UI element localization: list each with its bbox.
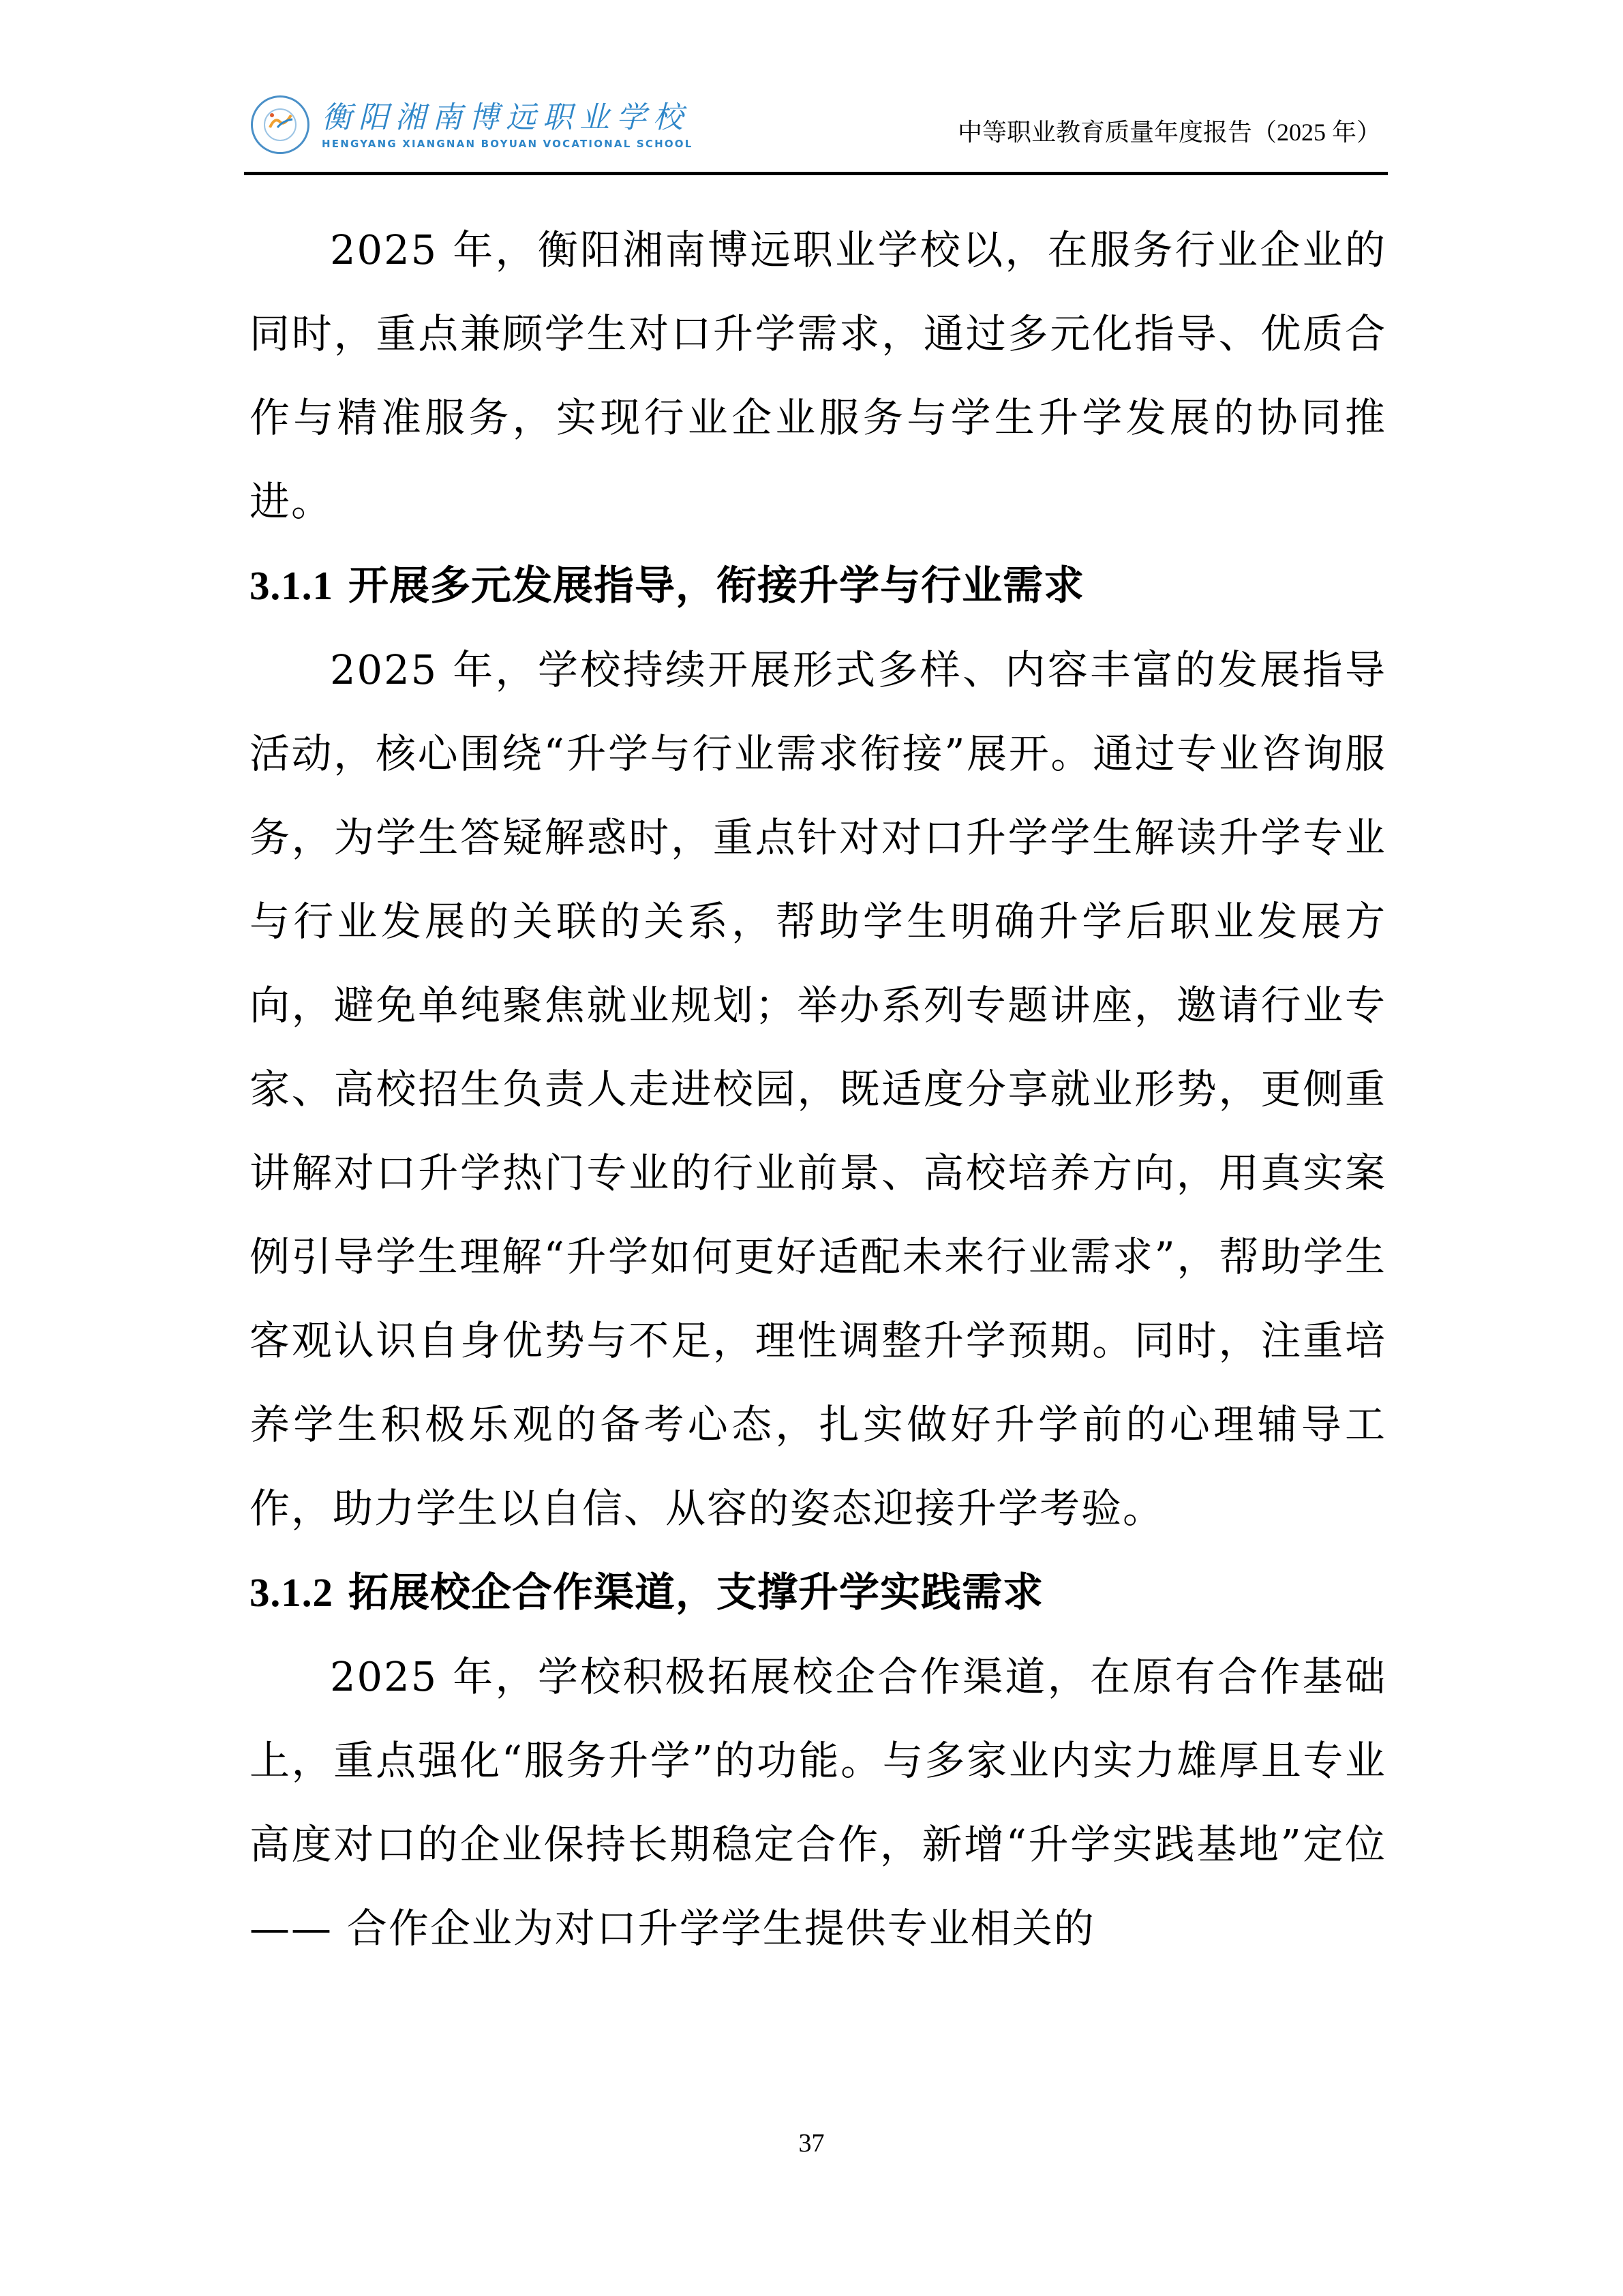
page-header <box>244 82 1388 177</box>
emblem-mark-icon <box>268 112 294 129</box>
school-name-cn: 衡阳湘南博远职业学校 <box>322 100 690 135</box>
school-emblem-icon <box>251 95 309 154</box>
section-number: 3.1.1 <box>249 563 333 608</box>
report-title: 中等职业教育质量年度报告（2025 年） <box>957 119 1381 146</box>
section-number: 3.1.2 <box>249 1570 333 1615</box>
school-logo <box>251 95 693 154</box>
page-body <box>249 208 1386 1970</box>
section-title: 开展多元发展指导，衔接升学与行业需求 <box>348 562 1085 609</box>
header-divider <box>244 172 1388 175</box>
section-heading-3-1-1 <box>249 543 1386 628</box>
section-title: 拓展校企合作渠道，支撑升学实践需求 <box>348 1569 1044 1616</box>
page-number: 37 <box>798 2129 825 2158</box>
intro-paragraph: 2025 年，衡阳湘南博远职业学校以，在服务行业企业的同时，重点兼顾学生对口升学需求，通过多元化指导、优质合作与精准服务，实现行业企业服务与学生升学发展的协同推进。 <box>249 226 1386 525</box>
section-heading-3-1-2 <box>249 1550 1386 1635</box>
section-paragraph: 2025 年，学校积极拓展校企合作渠道，在原有合作基础上，重点强化“服务升学”的功能。与多家业内实力雄厚且专业高度对口的企业保持长期稳定合作，新增“升学实践基地”定位 —— 合作企业为对口升学学生提供专业相关的 <box>249 1653 1386 1952</box>
school-name-en: HENGYANG XIANGNAN BOYUAN VOCATIONAL SCHOOL <box>322 138 693 150</box>
section-paragraph: 2025 年，学校持续开展形式多样、内容丰富的发展指导活动，核心围绕“升学与行业需求衔接”展开。通过专业咨询服务，为学生答疑解惑时，重点针对对口升学学生解读升学专业与行业发展的关联的关系，帮助学生明确升学后职业发展方向，避免单纯聚焦就业规划；举办系列专题讲座，邀请行业专家、高校招生负责人走进校园，既适度分享就业形势，更侧重讲解对口升学热门专业的行业前景、高校培养方向，用真实案例引导学生理解“升学如何更好适配未来行业需求”，帮助学生客观认识自身优势与不足，理性调整升学预期。同时，注重培养学生积极乐观的备考心态，扎实做好升学前的心理辅导工作，助力学生以自信、从容的姿态迎接升学考验。 <box>249 646 1386 1532</box>
